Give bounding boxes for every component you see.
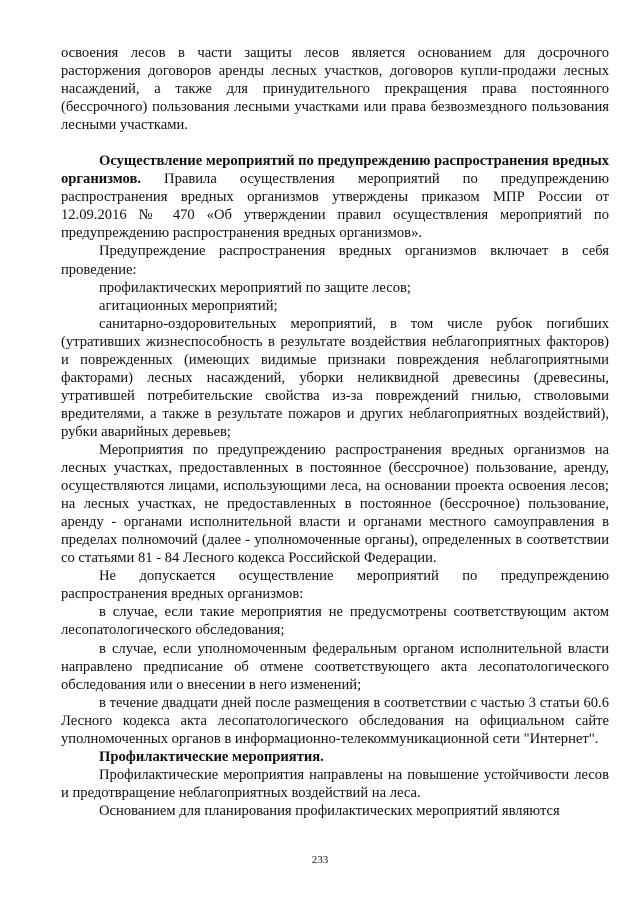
list-item: профилактических мероприятий по защите лесов; <box>99 279 411 296</box>
paragraph: Мероприятия по предупреждению распространения вредных организмов на лесных участках, предоставленных в постоянное (бессрочное) пользование, аренду, осуществляются лицами, использующими леса, на основании проекта освоения лесов; на лесных участках, не предоставленных в постоянное (бессрочное) пользование, аренду - органами исполнительной власти и органами местного самоуправления в пределах полномочий (далее - уполномоченные органы), определенных в соответствии со статьями 81 - 84 Лесного кодекса Российской Федерации. <box>61 441 609 567</box>
paragraph-text: Правила осуществления мероприятий по предупреждению распространения вредных организмов утверждены приказом МПР России от 12.09.2016 № 470 «Об утверждении правил осуществления мероприятий по предупреждению распространения вредных организмов». <box>61 171 609 242</box>
list-item: в течение двадцати дней после размещения в соответствии с частью 3 статьи 60.6 Лесного кодекса акта лесопатологического обследования на официальном сайте уполномоченных органов в информационно-телекоммуникационной сети "Интернет". <box>61 694 609 747</box>
list-item: санитарно-оздоровительных мероприятий, в том числе рубок погибших (утративших жизнеспособность в результате воздействия неблагоприятных факторов) и поврежденных (имеющих видимые признаки повреждения неблагоприятными факторами) лесных насаждений, уборки неликвидной древесины (древесины, утратившей потребительские свойства из-за повреждений гнилью, стволовыми вредителями, а также в результате пожаров и других неблагоприятных воздействий), рубки аварийных деревьев; <box>61 315 609 440</box>
page-number: 233 <box>311 854 329 866</box>
section-heading: Профилактические мероприятия. <box>99 748 324 765</box>
paragraph: освоения лесов в части защиты лесов является основанием для досрочного расторжения договоров аренды лесных участков, договоров купли-продажи лесных насаждений, а также для принудительного прекращения права постоянного (бессрочного) пользования лесными участками или права безвозмездного пользования лесными участками. <box>61 45 609 134</box>
section-heading: Осуществление мероприятий по предупреждению распространения вредных организмов. <box>61 153 610 188</box>
list-item: в случае, если уполномоченным федеральным органом исполнительной власти направлено предписание об отмене соответствующего акта лесопатологического обследования или о внесении в него изменений; <box>61 640 609 693</box>
paragraph-gap <box>61 134 609 152</box>
list-item: агитационных мероприятий; <box>99 297 278 314</box>
paragraph: Предупреждение распространения вредных организмов включает в себя проведение: <box>61 243 609 278</box>
paragraph: Не допускается осуществление мероприятий по предупреждению распространения вредных организмов: <box>61 568 609 603</box>
paragraph: Основанием для планирования профилактических мероприятий являются <box>99 802 560 819</box>
document-page <box>61 44 609 820</box>
list-item: в случае, если такие мероприятия не предусмотрены соответствующим актом лесопатологического обследования; <box>61 604 609 639</box>
paragraph <box>61 152 609 242</box>
paragraph: Профилактические мероприятия направлены на повышение устойчивости лесов и предотвращение неблагоприятных воздействий на леса. <box>61 766 609 801</box>
